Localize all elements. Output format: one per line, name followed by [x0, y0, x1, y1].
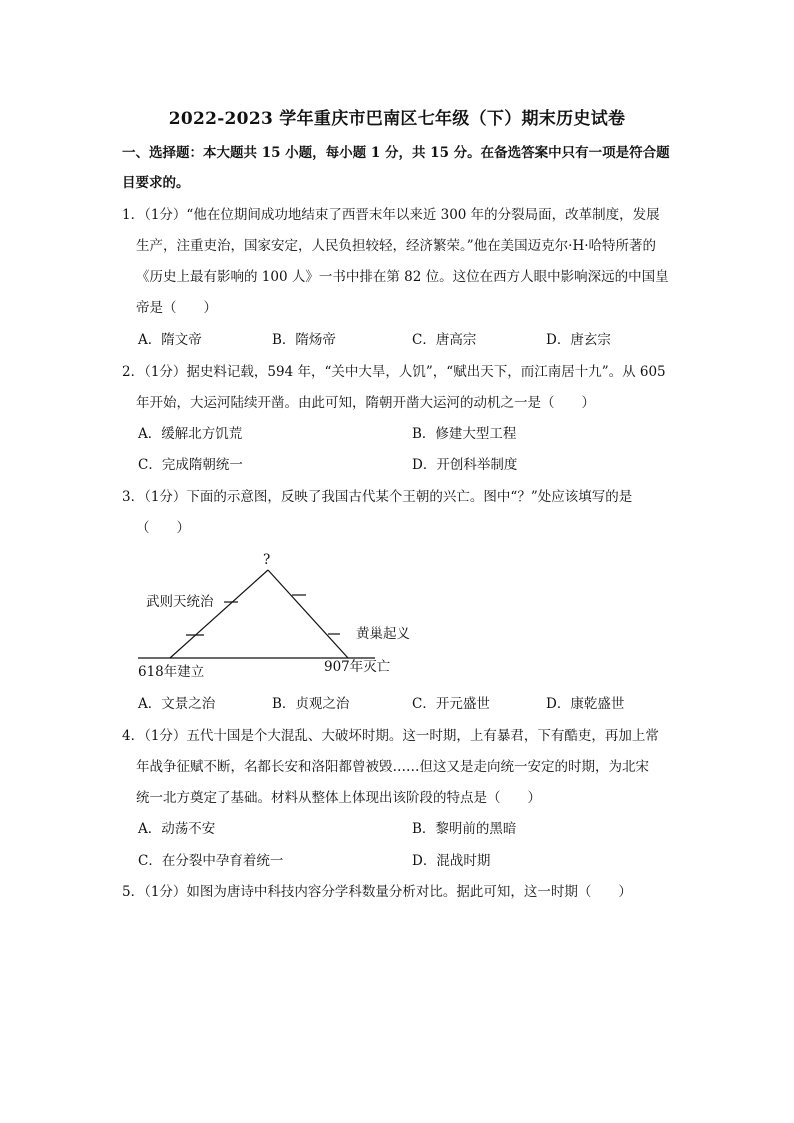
question-2-options-row-1	[138, 419, 678, 450]
section-line-2: 目要求的。	[122, 175, 190, 191]
option-b[interactable]: B．修建大型工程	[412, 426, 517, 442]
diagram-end-label: 907年灭亡	[324, 659, 391, 675]
option-c[interactable]: C．在分裂中孕育着统一	[138, 853, 284, 869]
question-5	[122, 877, 682, 908]
fall-line	[268, 570, 348, 658]
question-1-options	[138, 325, 678, 356]
option-b[interactable]: B．贞观之治	[272, 696, 350, 712]
diagram-start-label: 618年建立	[138, 664, 205, 680]
question-2-line: 2．（1分）据史料记载，594 年，“关中大旱，人饥”，“赋出天下，而江南居十九”。从 605	[122, 364, 666, 380]
diagram-left-event: 武则天统治	[146, 594, 214, 610]
question-1-line: 生产，注重吏治，国家安定，人民负担较轻，经济繁荣。”他在美国迈克尔·H·哈特所著的	[136, 238, 657, 254]
question-4-options-row-2	[138, 846, 678, 877]
option-d[interactable]: D．混战时期	[412, 853, 491, 869]
question-1-line: 1．（1分）“他在位期间成功地结束了西晋末年以来近 300 年的分裂局面，改革制度，发展	[122, 207, 660, 223]
question-3-options	[138, 689, 678, 720]
question-2-options-row-2	[138, 450, 678, 481]
rise-line	[170, 570, 268, 658]
option-b[interactable]: B．隋炀帝	[272, 332, 336, 348]
option-d[interactable]: D．开创科举制度	[412, 457, 518, 473]
option-a[interactable]: A．隋文帝	[138, 332, 202, 348]
dynasty-rise-fall-diagram	[130, 548, 430, 688]
option-b[interactable]: B．黎明前的黑暗	[412, 821, 517, 837]
exam-title: 2022-2023 学年重庆市巴南区七年级（下）期末历史试卷	[168, 109, 626, 129]
question-1-line: 《历史上最有影响的 100 人》一书中排在第 82 位。这位在西方人眼中影响深远的中国皇	[136, 269, 669, 285]
question-2	[122, 357, 682, 419]
option-d[interactable]: D．唐玄宗	[546, 332, 611, 348]
option-c[interactable]: C．唐高宗	[412, 332, 477, 348]
question-1	[122, 200, 682, 324]
question-5-line: 5．（1分）如图为唐诗中科技内容分学科数量分析对比。据此可知，这一时期（ ）	[122, 884, 632, 900]
option-a[interactable]: A．缓解北方饥荒	[138, 426, 243, 442]
question-3-line: 3．（1分）下面的示意图，反映了我国古代某个王朝的兴亡。图中“？”处应该填写的是	[122, 489, 633, 505]
question-4-options-row-1	[138, 814, 678, 845]
question-4	[122, 721, 682, 814]
question-4-line: 4．（1分）五代十国是个大混乱、大破坏时期。这一时期，上有暴君，下有酷吏，再加上常	[122, 728, 659, 744]
question-3	[122, 482, 682, 544]
question-3-line: （ ）	[136, 520, 190, 536]
diagram-top-label: ?	[263, 552, 271, 568]
option-c[interactable]: C．开元盛世	[412, 696, 490, 712]
diagram-right-event: 黄巢起义	[356, 626, 410, 642]
option-d[interactable]: D．康乾盛世	[546, 696, 625, 712]
option-a[interactable]: A．文景之治	[138, 696, 216, 712]
dynasty-triangle-svg	[130, 548, 430, 688]
question-1-line: 帝是（ ）	[136, 300, 217, 316]
question-4-line: 统一北方奠定了基础。材料从整体上体现出该阶段的特点是（ ）	[136, 790, 541, 806]
option-c[interactable]: C．完成隋朝统一	[138, 457, 243, 473]
question-2-line: 年开始，大运河陆续开凿。由此可知，隋朝开凿大运河的动机之一是（ ）	[136, 395, 595, 411]
section-instruction	[122, 138, 682, 198]
option-a[interactable]: A．动荡不安	[138, 821, 216, 837]
section-line-1: 一、选择题：本大题共 15 小题，每小题 1 分，共 15 分。在备选答案中只有一项是符合题	[122, 145, 670, 161]
question-4-line: 年战争征赋不断，名都长安和洛阳都曾被毁……但这又是走向统一安定的时期，为北宋	[136, 759, 649, 775]
